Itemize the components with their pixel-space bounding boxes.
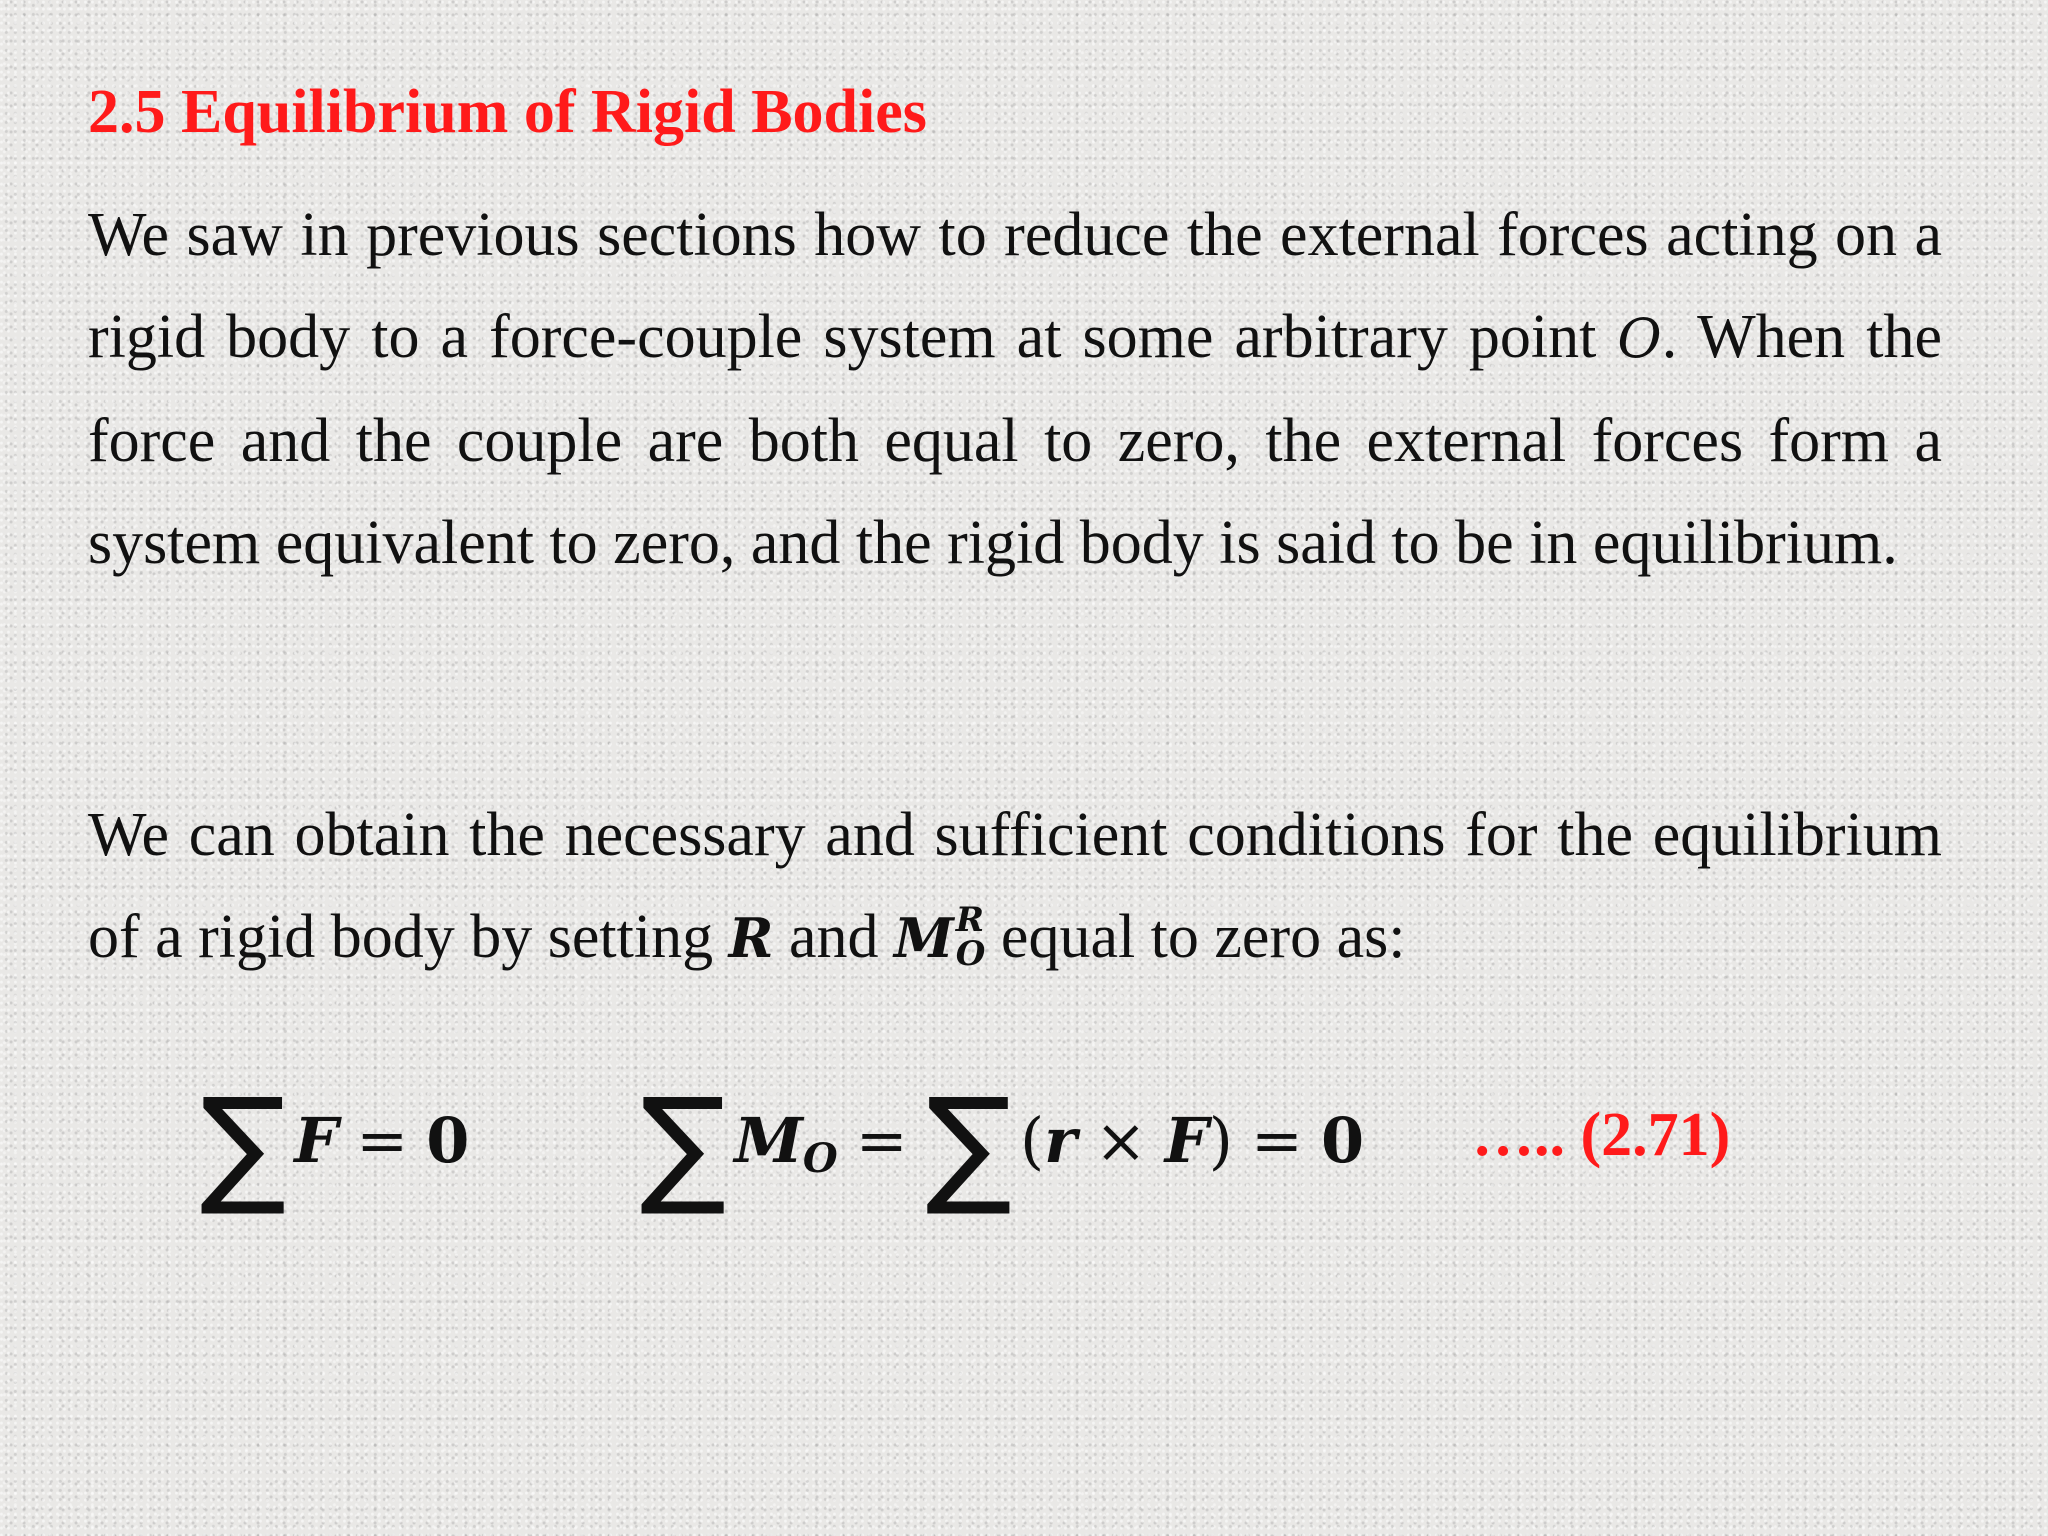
symbol-resultant-r: R [728,906,774,970]
equation-force-sum [200,1060,469,1220]
paragraph-conditions [88,784,1942,989]
open-paren: ( [1019,1103,1045,1177]
equals-sign: = [1251,1103,1303,1177]
symbol-moment-m-r-o [894,886,985,989]
zero: 0 [426,1103,470,1177]
cross-product-sign: × [1094,1103,1147,1177]
paragraph-conditions-text-3: equal to zero as: [985,903,1406,971]
equation-number: ….. (2.71) [1472,1101,1731,1169]
summation-symbol: ∑ [640,1071,727,1220]
zero: 0 [1320,1103,1365,1177]
paragraph-intro [88,184,1942,594]
force-f: F [294,1103,339,1177]
symbol-moment-sup: R [955,899,985,940]
symbol-moment-sub: O [955,933,986,974]
equation-row [0,1060,2048,1220]
equation-moment-sum [640,1060,1364,1220]
paragraph-conditions-text-1: We can obtain the necessary and sufficient conditions for the equilibrium of a rigid body by setting [88,801,1942,971]
force-f: F [1164,1103,1209,1177]
close-paren: ) [1208,1103,1233,1177]
equals-sign: = [356,1103,409,1177]
paragraph-intro-text-1: We saw in previous sections how to reduce the external forces acting on a rigid body to a force-couple system at some arbitrary point [88,201,1942,371]
paragraph-conditions-text-2: and [773,903,895,971]
moment-subscript-o: O [802,1134,838,1182]
paragraph-intro-text-2: . When the force and the couple are both equal to zero, the external forces form a system equivalent to zero, and the rigid body is said to be in equilibrium. [88,303,1942,577]
summation-symbol: ∑ [200,1071,287,1220]
moment-m: M [734,1103,803,1177]
symbol-moment-m: M [894,906,954,970]
position-r: r [1044,1103,1077,1177]
summation-symbol: ∑ [925,1071,1012,1220]
equals-sign: = [855,1103,908,1177]
symbol-point-o: O [1617,307,1662,370]
slide-title: 2.5 Equilibrium of Rigid Bodies [88,78,927,146]
symbol-moment-scripts [955,899,986,974]
